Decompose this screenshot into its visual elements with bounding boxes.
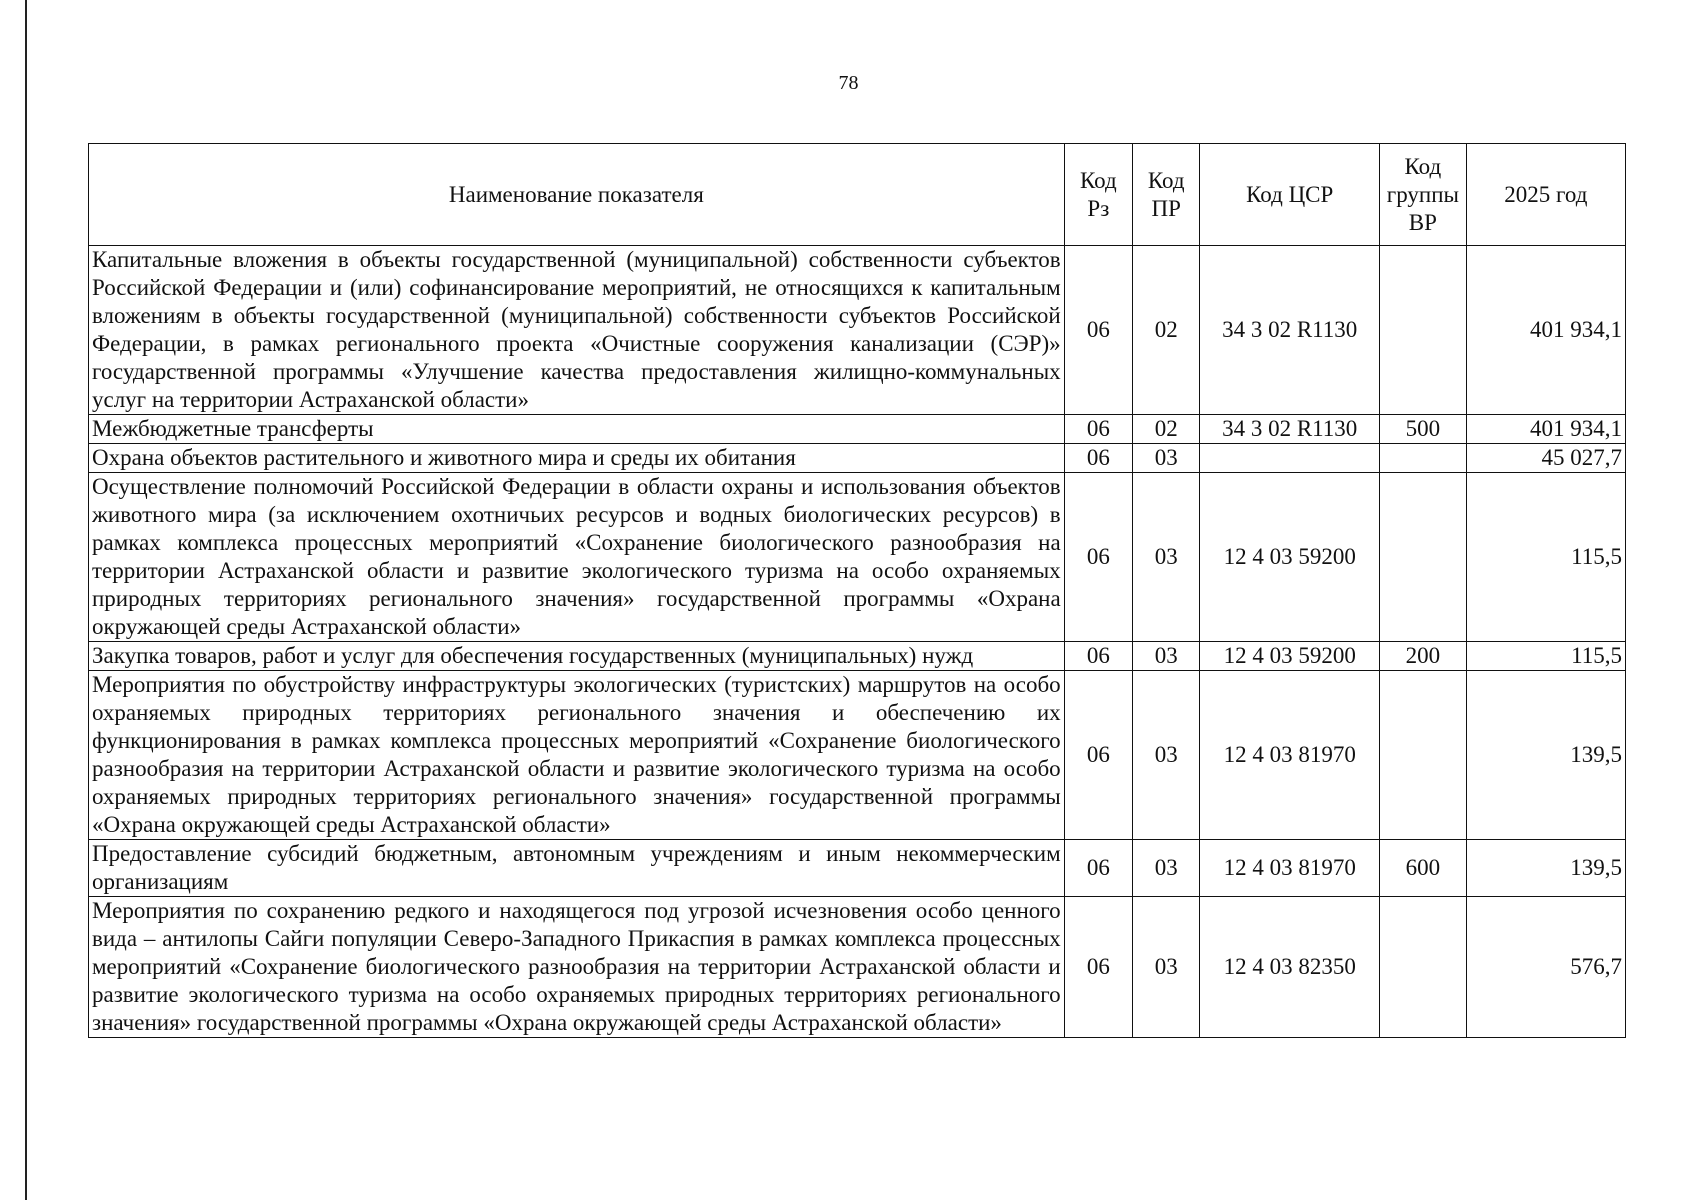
table-row — [89, 840, 1626, 897]
row-rz: 06 — [1064, 473, 1132, 642]
row-amount: 139,5 — [1466, 840, 1625, 897]
row-amount: 115,5 — [1466, 642, 1625, 671]
row-name: Мероприятия по обустройству инфраструктуры экологических (туристских) маршрутов на особо охраняемых природных территориях регионального значения и обеспечению их функционирования в рамках комплекса процессных мероприятий «Сохранение биологического разнообразия на территории Астраханской области и развитие экологического туризма на особо охраняемых природных территориях регионального значения» государственной программы «Охрана окружающей среды Астраханской области» — [89, 671, 1065, 840]
row-csr — [1200, 444, 1380, 473]
table-row — [89, 444, 1626, 473]
row-rz: 06 — [1064, 671, 1132, 840]
row-rz: 06 — [1064, 642, 1132, 671]
row-csr: 34 3 02 R1130 — [1200, 415, 1380, 444]
row-pr: 03 — [1133, 642, 1200, 671]
row-pr: 03 — [1133, 897, 1200, 1038]
row-rz: 06 — [1064, 415, 1132, 444]
table-row — [89, 897, 1626, 1038]
row-amount: 139,5 — [1466, 671, 1625, 840]
row-csr: 12 4 03 59200 — [1200, 642, 1380, 671]
row-amount: 115,5 — [1466, 473, 1625, 642]
row-name: Мероприятия по сохранению редкого и находящегося под угрозой исчезновения особо ценного вида – антилопы Сайги популяции Северо-Западного Прикаспия в рамках комплекса процессных мероприятий «Сохранение биологического разнообразия на территории Астраханской области и развитие экологического туризма на особо охраняемых природных территориях регионального значения» государственной программы «Охрана окружающей среды Астраханской области» — [89, 897, 1065, 1038]
table-row — [89, 473, 1626, 642]
row-vr: 600 — [1380, 840, 1467, 897]
row-vr — [1380, 473, 1467, 642]
table-row — [89, 246, 1626, 415]
row-pr: 03 — [1133, 473, 1200, 642]
header-rz: Код Рз — [1064, 144, 1132, 246]
header-csr: Код ЦСР — [1200, 144, 1380, 246]
row-amount: 401 934,1 — [1466, 415, 1625, 444]
row-vr: 500 — [1380, 415, 1467, 444]
row-csr: 12 4 03 81970 — [1200, 671, 1380, 840]
row-name: Капитальные вложения в объекты государственной (муниципальной) собственности субъектов Российской Федерации и (или) софинансирование мероприятий, не относящихся к капитальным вложениям в объекты государственной (муниципальной) собственности субъектов Российской Федерации, в рамках регионального проекта «Очистные сооружения канализации (СЭР)» государственной программы «Улучшение качества предоставления жилищно-коммунальных услуг на территории Астраханской области» — [89, 246, 1065, 415]
row-rz: 06 — [1064, 897, 1132, 1038]
row-csr: 12 4 03 59200 — [1200, 473, 1380, 642]
row-csr: 12 4 03 82350 — [1200, 897, 1380, 1038]
row-pr: 03 — [1133, 444, 1200, 473]
page-number: 78 — [838, 72, 859, 94]
header-vr: Код группы ВР — [1380, 144, 1467, 246]
row-amount: 45 027,7 — [1466, 444, 1625, 473]
header-name: Наименование показателя — [89, 144, 1065, 246]
row-rz: 06 — [1064, 246, 1132, 415]
row-vr — [1380, 246, 1467, 415]
row-csr: 34 3 02 R1130 — [1200, 246, 1380, 415]
scan-edge-line — [25, 0, 27, 1200]
header-year: 2025 год — [1466, 144, 1625, 246]
row-pr: 03 — [1133, 671, 1200, 840]
table-row — [89, 415, 1626, 444]
row-name: Закупка товаров, работ и услуг для обеспечения государственных (муниципальных) нужд — [89, 642, 1065, 671]
row-name: Осуществление полномочий Российской Федерации в области охраны и использования объектов животного мира (за исключением охотничьих ресурсов и водных биологических ресурсов) в рамках комплекса процессных мероприятий «Сохранение биологического разнообразия на территории Астраханской области и развитие экологического туризма на особо охраняемых природных территориях регионального значения» государственной программы «Охрана окружающей среды Астраханской области» — [89, 473, 1065, 642]
row-name: Межбюджетные трансферты — [89, 415, 1065, 444]
row-vr: 200 — [1380, 642, 1467, 671]
table-row — [89, 671, 1626, 840]
row-name: Охрана объектов растительного и животного мира и среды их обитания — [89, 444, 1065, 473]
row-rz: 06 — [1064, 444, 1132, 473]
table-row — [89, 642, 1626, 671]
row-pr: 02 — [1133, 415, 1200, 444]
row-amount: 401 934,1 — [1466, 246, 1625, 415]
row-rz: 06 — [1064, 840, 1132, 897]
budget-table — [88, 143, 1626, 1038]
row-pr: 02 — [1133, 246, 1200, 415]
header-pr: Код ПР — [1133, 144, 1200, 246]
row-pr: 03 — [1133, 840, 1200, 897]
row-name: Предоставление субсидий бюджетным, автономным учреждениям и иным некоммерческим организациям — [89, 840, 1065, 897]
table-header-row — [89, 144, 1626, 246]
row-amount: 576,7 — [1466, 897, 1625, 1038]
row-vr — [1380, 897, 1467, 1038]
row-csr: 12 4 03 81970 — [1200, 840, 1380, 897]
row-vr — [1380, 671, 1467, 840]
row-vr — [1380, 444, 1467, 473]
